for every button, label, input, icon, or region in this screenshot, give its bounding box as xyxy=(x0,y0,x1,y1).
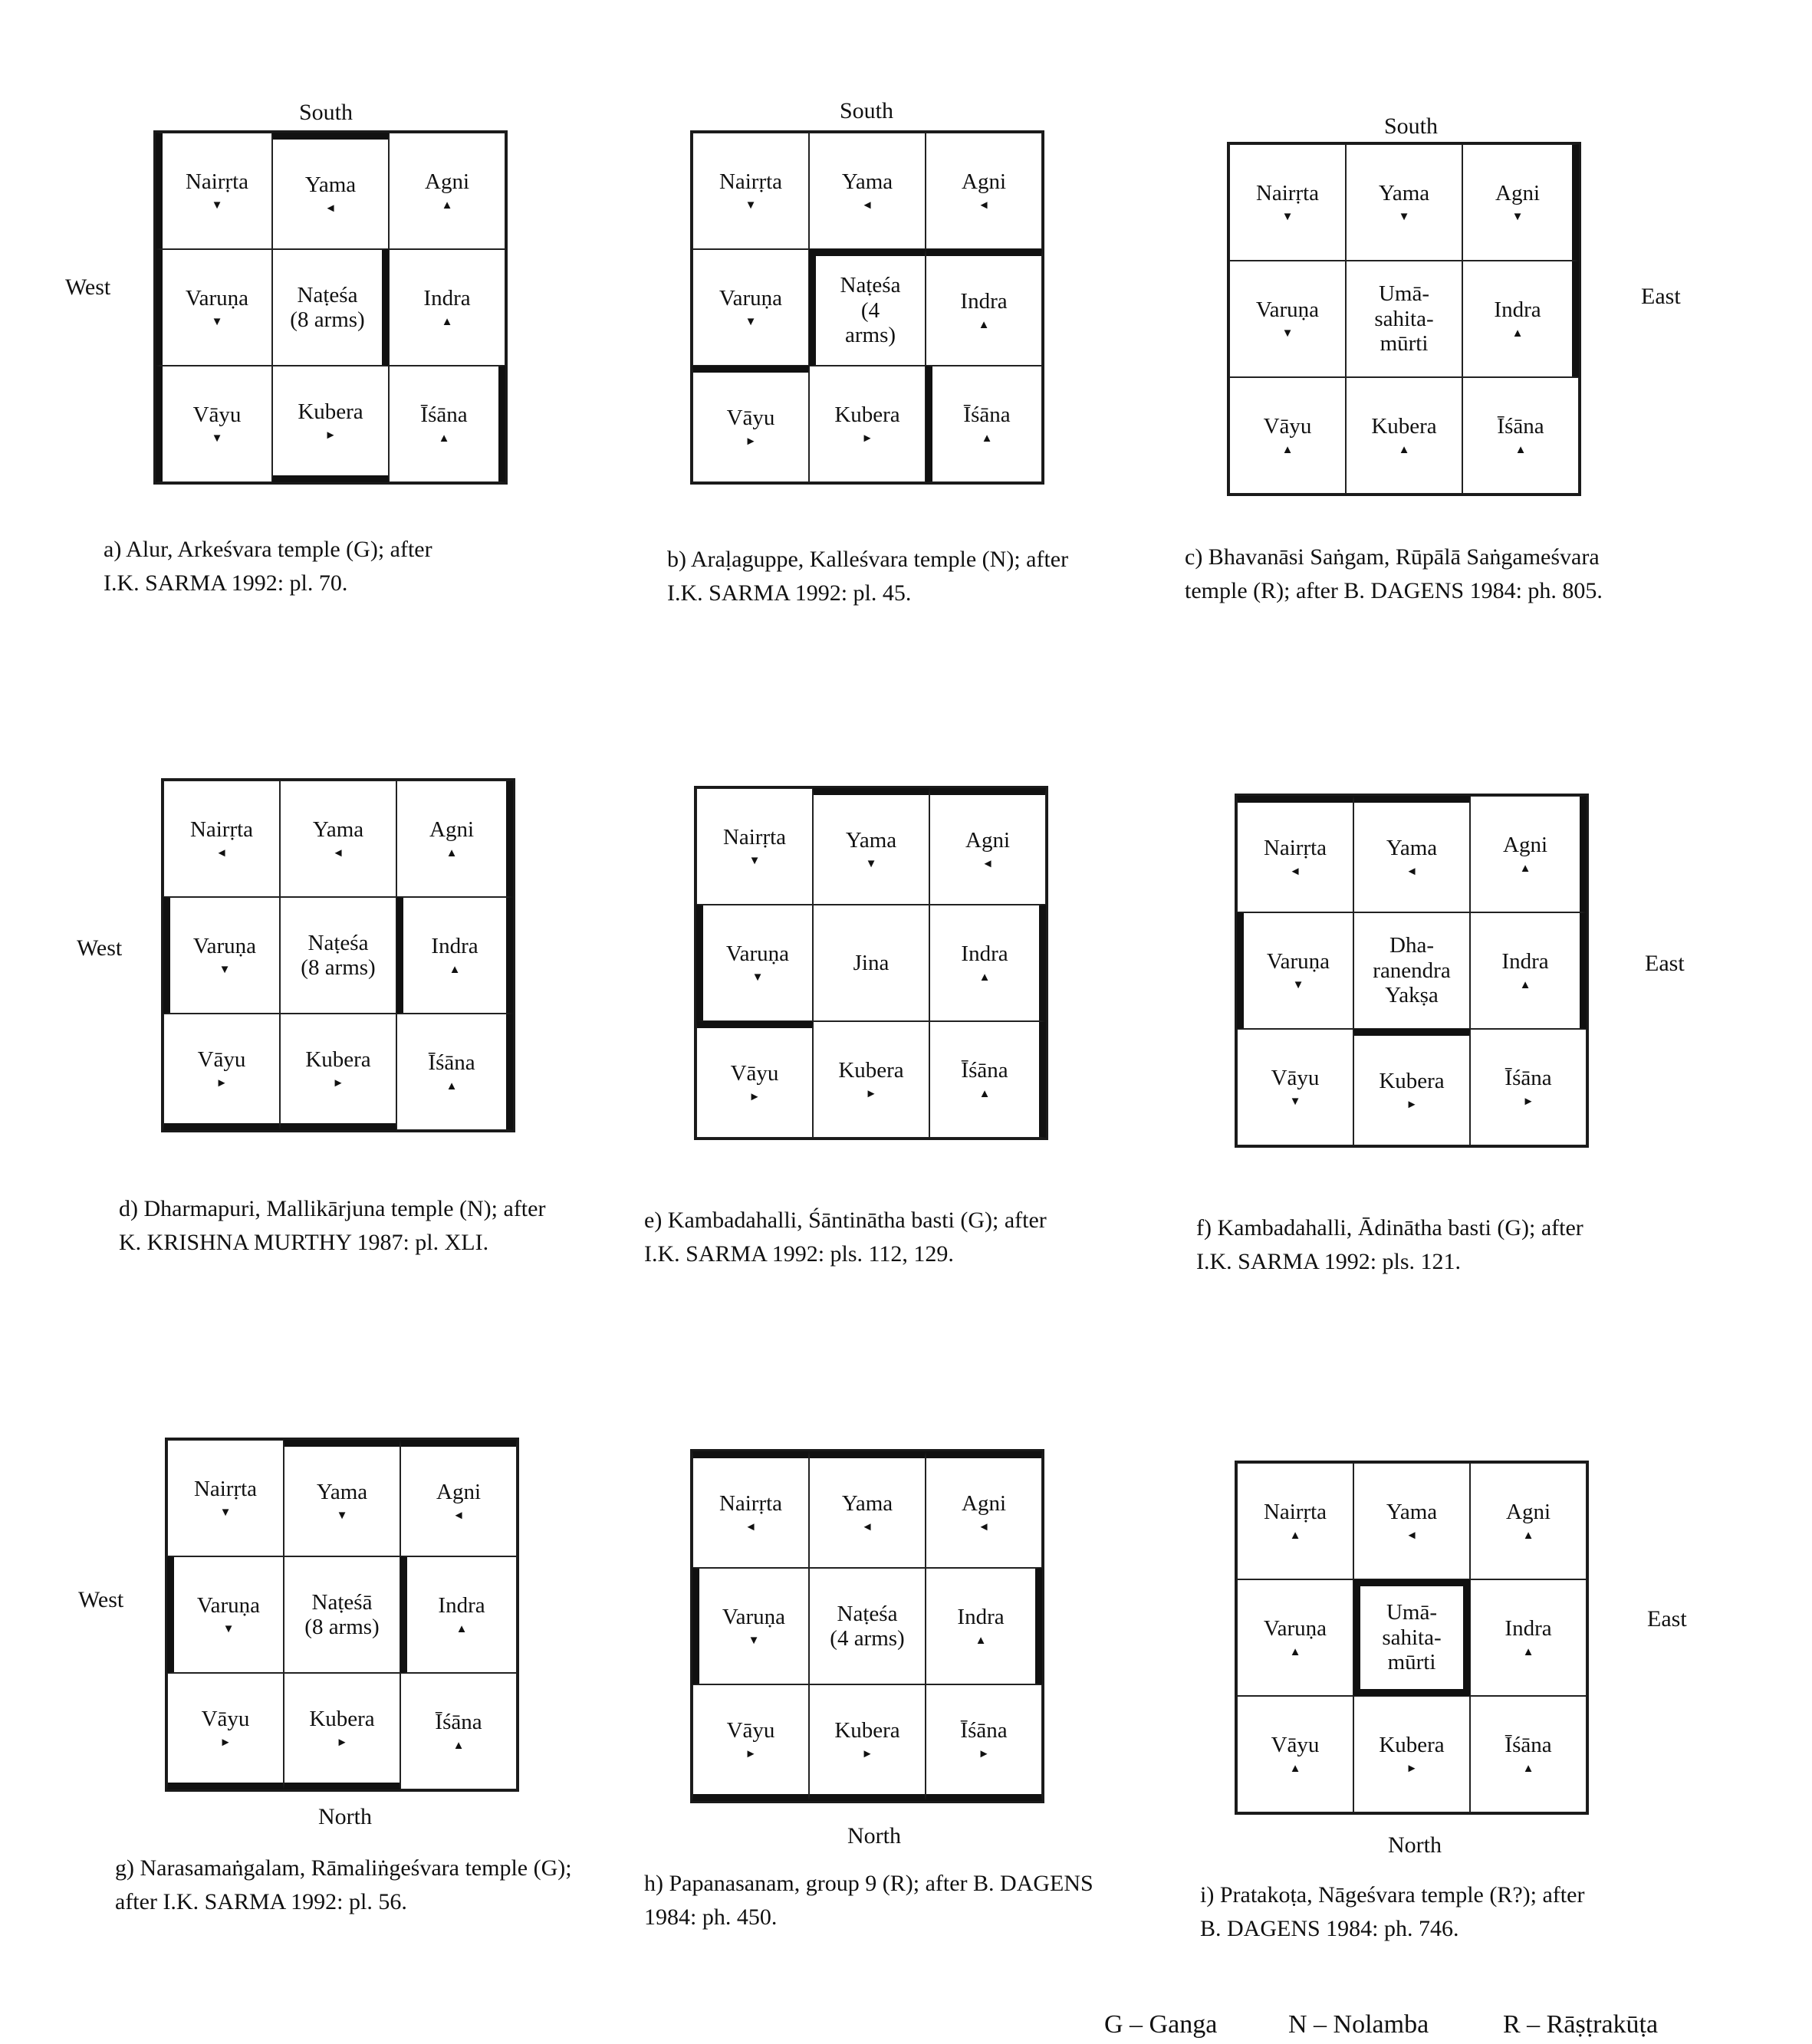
direction-west: West xyxy=(77,935,123,961)
direction-arrow-icon: ▲ xyxy=(981,432,993,445)
deity-label: Yama xyxy=(312,817,364,843)
deity-label: Naṭeśa (8 arms) xyxy=(301,930,376,980)
deity-label: Kubera xyxy=(834,1718,900,1743)
grid-cell xyxy=(167,1440,284,1556)
grid-cell xyxy=(1462,261,1579,377)
direction-arrow-icon: ▼ xyxy=(745,199,757,212)
grid-b xyxy=(690,130,1044,485)
grid-cell xyxy=(163,897,280,1014)
deity-label: Agni xyxy=(1495,181,1540,206)
deity-label: Kubera xyxy=(298,399,363,425)
grid-cell xyxy=(1353,1029,1470,1145)
direction-arrow-icon: ► xyxy=(748,1090,761,1103)
direction-arrow-icon: ▲ xyxy=(1289,1529,1301,1542)
grid-cell xyxy=(1470,1029,1587,1145)
grid-cell xyxy=(400,1440,517,1556)
grid-g xyxy=(165,1438,519,1792)
grid-cell xyxy=(692,133,809,249)
deity-label: Īśāna xyxy=(1497,414,1544,439)
direction-arrow-icon: ◄ xyxy=(215,846,228,859)
direction-arrow-icon: ▼ xyxy=(211,315,223,328)
grid-a xyxy=(153,130,508,485)
panel-b xyxy=(667,92,1219,644)
grid-cell xyxy=(272,366,389,482)
deity-label: Agni xyxy=(425,169,469,195)
deity-label: Nairṛta xyxy=(1255,181,1320,206)
deity-label: Yama xyxy=(316,1480,368,1505)
grid-cell xyxy=(813,788,929,905)
deity-label: Agni xyxy=(965,828,1010,853)
deity-label: Varuṇa xyxy=(1263,1616,1327,1641)
grid-cell xyxy=(1237,1029,1353,1145)
direction-arrow-icon: ▲ xyxy=(1522,1645,1534,1658)
grid-cell xyxy=(1470,1696,1587,1812)
grid-cell xyxy=(396,780,513,897)
deity-label: Varuṇa xyxy=(192,934,257,959)
direction-arrow-icon: ► xyxy=(219,1736,232,1749)
panel-e xyxy=(644,786,1219,1338)
panel-g xyxy=(78,1438,652,1990)
direction-arrow-icon: ▲ xyxy=(1522,1529,1534,1542)
grid-h xyxy=(690,1449,1044,1803)
deity-label: Kubera xyxy=(309,1707,375,1732)
deity-label: Naṭeśa (4 arms) xyxy=(840,273,901,348)
direction-arrow-icon: ▼ xyxy=(745,315,757,328)
grid-cell xyxy=(167,1673,284,1789)
grid-cell xyxy=(809,249,926,366)
grid-cell xyxy=(1346,377,1462,494)
direction-arrow-icon: ▼ xyxy=(865,857,877,870)
grid-cell xyxy=(280,897,396,1014)
grid-cell xyxy=(1237,1463,1353,1579)
panel-f xyxy=(1196,794,1779,1346)
caption-a: a) Alur, Arkeśvara temple (G); after I.K. SARMA 1992: pl. 70. xyxy=(104,537,432,596)
grid-cell xyxy=(1470,912,1587,1029)
direction-arrow-icon: ▲ xyxy=(1289,1645,1301,1658)
direction-arrow-icon: ► xyxy=(861,1747,873,1760)
grid-cell xyxy=(813,1021,929,1138)
grid-cell xyxy=(389,133,505,249)
direction-arrow-icon: ► xyxy=(1406,1098,1418,1111)
deity-label: Nairṛta xyxy=(185,169,249,195)
grid-cell xyxy=(1353,1463,1470,1579)
deity-label: Indra xyxy=(1505,1616,1552,1641)
direction-arrow-icon: ▲ xyxy=(1281,443,1294,456)
grid-cell xyxy=(280,780,396,897)
direction-west: West xyxy=(65,274,111,300)
deity-label: Kubera xyxy=(1379,1069,1445,1094)
deity-label: Indra xyxy=(960,289,1008,314)
direction-arrow-icon: ▼ xyxy=(211,199,223,212)
grid-cell xyxy=(926,249,1042,366)
deity-label: Indra xyxy=(961,941,1008,967)
grid-cell xyxy=(696,788,813,905)
deity-label: Indra xyxy=(957,1605,1005,1630)
deity-label: Nairṛta xyxy=(189,817,254,843)
deity-label: Kubera xyxy=(1379,1733,1445,1758)
deity-label: Jina xyxy=(853,950,890,975)
direction-arrow-icon: ▲ xyxy=(455,1622,468,1635)
direction-arrow-icon: ◄ xyxy=(1289,865,1301,878)
grid-cell xyxy=(696,1021,813,1138)
grid-cell xyxy=(156,249,272,366)
grid-cell xyxy=(1470,796,1587,912)
direction-arrow-icon: ▲ xyxy=(978,971,991,984)
direction-arrow-icon: ▲ xyxy=(1522,1762,1534,1775)
grid-cell xyxy=(1462,144,1579,261)
direction-arrow-icon: ► xyxy=(332,1076,344,1089)
deity-label: Naṭeśa (4 arms) xyxy=(830,1601,905,1651)
deity-label: Vāyu xyxy=(197,1047,246,1073)
grid-cell xyxy=(1462,377,1579,494)
grid-cell xyxy=(809,1568,926,1684)
direction-arrow-icon: ◄ xyxy=(745,1520,757,1533)
grid-cell xyxy=(926,366,1042,482)
grid-cell xyxy=(156,133,272,249)
direction-arrow-icon: ► xyxy=(861,432,873,445)
grid-cell xyxy=(167,1556,284,1673)
direction-arrow-icon: ▲ xyxy=(975,1634,987,1647)
panel-a xyxy=(65,92,652,644)
caption-g: g) Narasamaṅgalam, Rāmaliṅgeśvara temple (G); after I.K. SARMA 1992: pl. 56. xyxy=(115,1855,572,1914)
grid-cell xyxy=(1346,261,1462,377)
deity-label: Nairṛta xyxy=(719,169,783,195)
deity-label: Nairṛta xyxy=(722,825,787,850)
direction-arrow-icon: ▲ xyxy=(446,846,458,859)
direction-arrow-icon: ◄ xyxy=(452,1509,465,1522)
grid-cell xyxy=(696,905,813,1021)
grid-cell xyxy=(1229,144,1346,261)
deity-label: Agni xyxy=(429,817,474,843)
grid-cell xyxy=(280,1014,396,1130)
direction-arrow-icon: ▲ xyxy=(1514,443,1527,456)
direction-arrow-icon: ◄ xyxy=(1406,1529,1418,1542)
direction-arrow-icon: ▼ xyxy=(1292,978,1304,991)
direction-arrow-icon: ◄ xyxy=(1406,865,1418,878)
deity-label: Indra xyxy=(1501,949,1549,974)
deity-label: Agni xyxy=(1506,1500,1551,1525)
direction-arrow-icon: ▼ xyxy=(748,854,761,867)
deity-label: Varuṇa xyxy=(725,941,790,967)
grid-cell xyxy=(1470,1463,1587,1579)
direction-arrow-icon: ▲ xyxy=(438,432,450,445)
direction-arrow-icon: ▲ xyxy=(1511,327,1524,340)
grid-cell xyxy=(1353,796,1470,912)
deity-label: Yama xyxy=(841,1491,893,1517)
direction-arrow-icon: ► xyxy=(745,1747,757,1760)
deity-label: Kubera xyxy=(305,1047,371,1073)
grid-cell xyxy=(163,1014,280,1130)
deity-label: Varuṇa xyxy=(1266,949,1330,974)
direction-arrow-icon: ◄ xyxy=(861,199,873,212)
grid-cell xyxy=(400,1556,517,1673)
direction-north: North xyxy=(1388,1832,1442,1858)
direction-arrow-icon: ▼ xyxy=(1398,210,1410,223)
grid-cell xyxy=(400,1673,517,1789)
grid-c xyxy=(1227,142,1581,496)
grid-cell xyxy=(692,1684,809,1801)
direction-arrow-icon: ▲ xyxy=(441,315,453,328)
grid-d xyxy=(161,778,515,1132)
deity-label: Nairṛta xyxy=(719,1491,783,1517)
direction-arrow-icon: ► xyxy=(215,1076,228,1089)
grid-cell xyxy=(809,1684,926,1801)
direction-arrow-icon: ▲ xyxy=(449,963,461,976)
deity-label: Varuṇa xyxy=(719,286,783,311)
deity-label: Nairṛta xyxy=(193,1477,258,1502)
grid-cell xyxy=(692,1568,809,1684)
deity-label: Umā- sahita- mūrti xyxy=(1382,1600,1442,1675)
direction-arrow-icon: ▼ xyxy=(1281,210,1294,223)
deity-label: Yama xyxy=(845,828,897,853)
deity-label: Agni xyxy=(962,1491,1006,1517)
deity-label: Īśāna xyxy=(420,403,468,428)
deity-label: Yama xyxy=(1378,181,1430,206)
grid-cell xyxy=(929,1021,1046,1138)
direction-arrow-icon: ► xyxy=(745,435,757,448)
grid-cell xyxy=(272,133,389,249)
direction-arrow-icon: ► xyxy=(865,1087,877,1100)
direction-arrow-icon: ◄ xyxy=(861,1520,873,1533)
direction-east: East xyxy=(1645,951,1685,976)
panel-i xyxy=(1200,1461,1779,2013)
grid-cell xyxy=(809,133,926,249)
grid-cell xyxy=(272,249,389,366)
panel-h xyxy=(644,1449,1219,2001)
grid-cell xyxy=(929,788,1046,905)
deity-label: Yama xyxy=(1386,1500,1438,1525)
deity-label: Nairṛta xyxy=(1263,836,1327,861)
deity-label: Kubera xyxy=(834,403,900,428)
deity-label: Īśāna xyxy=(963,403,1011,428)
direction-arrow-icon: ▼ xyxy=(1281,327,1294,340)
deity-label: Vāyu xyxy=(1271,1733,1320,1758)
deity-label: Vāyu xyxy=(192,403,242,428)
grid-cell xyxy=(284,1440,400,1556)
deity-label: Agni xyxy=(1503,833,1547,858)
deity-label: Indra xyxy=(1494,297,1541,323)
deity-label: Kubera xyxy=(1371,414,1437,439)
direction-south: South xyxy=(1384,113,1439,139)
panel-d xyxy=(77,778,652,1330)
grid-i xyxy=(1235,1461,1589,1815)
grid-cell xyxy=(809,1451,926,1568)
direction-arrow-icon: ▲ xyxy=(446,1080,458,1093)
direction-arrow-icon: ◄ xyxy=(978,1520,990,1533)
deity-label: Naṭeśa (8 arms) xyxy=(290,282,365,332)
deity-label: Varuṇa xyxy=(722,1605,786,1630)
grid-cell xyxy=(926,133,1042,249)
deity-label: Agni xyxy=(436,1480,481,1505)
grid-cell xyxy=(163,780,280,897)
direction-arrow-icon: ► xyxy=(1522,1095,1534,1108)
direction-arrow-icon: ▼ xyxy=(748,1634,760,1647)
direction-arrow-icon: ► xyxy=(336,1736,348,1749)
deity-label: Umā- sahita- mūrti xyxy=(1374,281,1434,357)
caption-i: i) Pratakoṭa, Nāgeśvara temple (R?); after B. DAGENS 1984: ph. 746. xyxy=(1200,1882,1585,1941)
grid-cell xyxy=(284,1673,400,1789)
direction-arrow-icon: ▲ xyxy=(441,199,453,212)
direction-south: South xyxy=(299,100,354,125)
grid-cell xyxy=(1237,1696,1353,1812)
grid-cell xyxy=(1237,912,1353,1029)
direction-south: South xyxy=(840,98,894,123)
grid-e xyxy=(694,786,1048,1140)
direction-arrow-icon: ▲ xyxy=(1519,978,1531,991)
deity-label: Varuṇa xyxy=(185,286,249,311)
deity-label: Vāyu xyxy=(730,1061,779,1086)
grid-cell xyxy=(1237,1579,1353,1696)
direction-arrow-icon: ▲ xyxy=(1519,862,1531,875)
direction-west: West xyxy=(78,1587,124,1612)
direction-east: East xyxy=(1641,284,1681,309)
deity-label: Yama xyxy=(841,169,893,195)
grid-cell xyxy=(1353,912,1470,1029)
deity-label: Vāyu xyxy=(726,1718,775,1743)
direction-arrow-icon: ▼ xyxy=(211,432,223,445)
deity-label: Indra xyxy=(423,286,471,311)
legend-rastrakuta: R – Rāṣṭrakūṭa xyxy=(1503,2010,1659,2039)
grid-cell xyxy=(926,1451,1042,1568)
grid-cell xyxy=(926,1684,1042,1801)
deity-label: Īśāna xyxy=(1505,1733,1552,1758)
deity-label: Vāyu xyxy=(201,1707,250,1732)
grid-cell xyxy=(813,905,929,1021)
legend-nolamba: N – Nolamba xyxy=(1288,2010,1429,2039)
grid-cell xyxy=(389,366,505,482)
caption-e: e) Kambadahalli, Śāntinātha basti (G); after I.K. SARMA 1992: pls. 112, 129. xyxy=(644,1208,1047,1267)
direction-arrow-icon: ► xyxy=(324,429,337,442)
direction-arrow-icon: ▼ xyxy=(751,971,764,984)
grid-cell xyxy=(1229,261,1346,377)
grid-cell xyxy=(396,1014,513,1130)
direction-arrow-icon: ▼ xyxy=(219,1506,232,1519)
deity-label: Yama xyxy=(304,173,357,198)
caption-h: h) Papanasanam, group 9 (R); after B. DAGENS 1984: ph. 450. xyxy=(644,1871,1093,1930)
direction-arrow-icon: ◄ xyxy=(332,846,344,859)
deity-label: Indra xyxy=(438,1593,485,1618)
deity-label: Kubera xyxy=(838,1058,904,1083)
direction-arrow-icon: ▼ xyxy=(222,1622,235,1635)
grid-cell xyxy=(809,366,926,482)
deity-label: Īśāna xyxy=(961,1058,1008,1083)
grid-cell xyxy=(156,366,272,482)
legend-ganga: G – Ganga xyxy=(1104,2010,1218,2039)
deity-label: Īśāna xyxy=(435,1710,482,1735)
grid-cell xyxy=(1353,1696,1470,1812)
deity-label: Vāyu xyxy=(1271,1066,1320,1091)
grid-cell xyxy=(1229,377,1346,494)
caption-d: d) Dharmapuri, Mallikārjuna temple (N); after K. KRISHNA MURTHY 1987: pl. XLI. xyxy=(119,1196,546,1255)
grid-cell xyxy=(389,249,505,366)
deity-label: Naṭeśā (8 arms) xyxy=(304,1589,380,1639)
direction-arrow-icon: ▲ xyxy=(1289,1762,1301,1775)
deity-label: Vāyu xyxy=(1263,414,1312,439)
direction-arrow-icon: ◄ xyxy=(978,199,990,212)
grid-cell xyxy=(284,1556,400,1673)
direction-north: North xyxy=(847,1823,901,1848)
grid-cell xyxy=(1353,1579,1470,1696)
grid-cell xyxy=(692,249,809,366)
direction-arrow-icon: ◄ xyxy=(324,202,337,215)
direction-arrow-icon: ▼ xyxy=(1511,210,1524,223)
direction-arrow-icon: ▲ xyxy=(452,1739,465,1752)
deity-label: Nairṛta xyxy=(1263,1500,1327,1525)
direction-arrow-icon: ◄ xyxy=(982,857,994,870)
direction-north: North xyxy=(318,1804,372,1829)
deity-label: Varuṇa xyxy=(1255,297,1320,323)
direction-arrow-icon: ▼ xyxy=(336,1509,348,1522)
grid-cell xyxy=(1346,144,1462,261)
direction-arrow-icon: ▲ xyxy=(978,318,990,331)
grid-cell xyxy=(1237,796,1353,912)
deity-label: Indra xyxy=(431,934,478,959)
caption-f: f) Kambadahalli, Ādinātha basti (G); after I.K. SARMA 1992: pls. 121. xyxy=(1196,1215,1583,1274)
deity-label: Īśāna xyxy=(1505,1066,1552,1091)
deity-label: Agni xyxy=(962,169,1006,195)
direction-arrow-icon: ▼ xyxy=(219,963,231,976)
direction-arrow-icon: ▲ xyxy=(978,1087,991,1100)
deity-label: Īśāna xyxy=(428,1050,475,1076)
deity-label: Īśāna xyxy=(960,1718,1008,1743)
grid-cell xyxy=(929,905,1046,1021)
direction-arrow-icon: ▼ xyxy=(1289,1095,1301,1108)
grid-cell xyxy=(926,1568,1042,1684)
deity-label: Dha- ranendra Yakṣa xyxy=(1373,933,1451,1008)
deity-label: Vāyu xyxy=(726,406,775,431)
panel-c xyxy=(1185,107,1779,659)
grid-f xyxy=(1235,794,1589,1148)
direction-arrow-icon: ▲ xyxy=(1398,443,1410,456)
grid-cell xyxy=(396,897,513,1014)
deity-label: Yama xyxy=(1386,836,1438,861)
caption-c: c) Bhavanāsi Saṅgam, Rūpālā Saṅgameśvara temple (R); after B. DAGENS 1984: ph. 805. xyxy=(1185,544,1603,603)
grid-cell xyxy=(692,366,809,482)
deity-label: Varuṇa xyxy=(196,1593,261,1618)
grid-cell xyxy=(1470,1579,1587,1696)
grid-cell xyxy=(692,1451,809,1568)
direction-east: East xyxy=(1647,1606,1687,1632)
direction-arrow-icon: ► xyxy=(978,1747,990,1760)
direction-arrow-icon: ► xyxy=(1406,1762,1418,1775)
caption-b: b) Araḷaguppe, Kalleśvara temple (N); after I.K. SARMA 1992: pl. 45. xyxy=(667,547,1069,606)
